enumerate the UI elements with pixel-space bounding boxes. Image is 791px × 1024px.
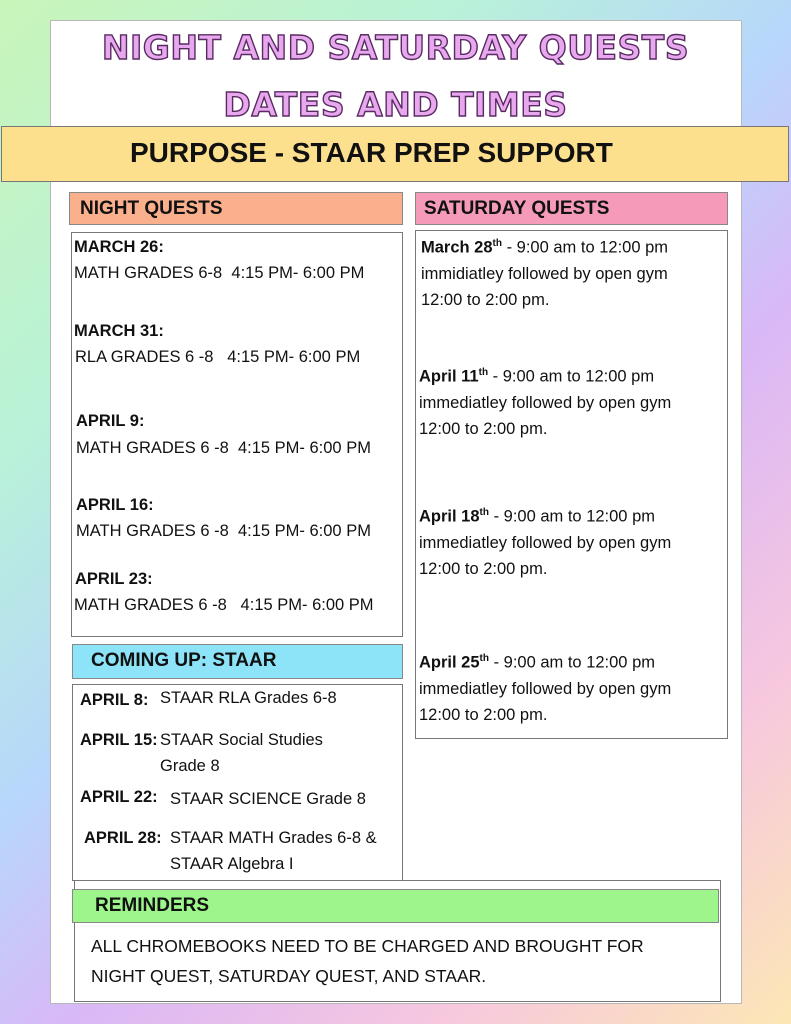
saturday-entry: April 11th - 9:00 am to 12:00 pm immediatley followed by open gym 12:00 to 2:00 pm. <box>419 367 672 438</box>
night-entry-date: MARCH 31: <box>74 322 164 340</box>
night-entry-detail: MATH GRADES 6-8 4:15 PM- 6:00 PM <box>74 264 365 282</box>
coming-up-header: COMING UP: STAAR <box>72 644 403 679</box>
reminders-header: REMINDERS <box>72 889 719 923</box>
night-entry-date: APRIL 16: <box>76 496 154 514</box>
reminders-line-1: ALL CHROMEBOOKS NEED TO BE CHARGED AND BROUGHT FOR <box>91 936 644 956</box>
saturday-entry: March 28th - 9:00 am to 12:00 pm immidiatley followed by open gym 12:00 to 2:00 pm. <box>421 238 669 309</box>
coming-up-date: APRIL 8: <box>80 691 149 709</box>
saturday-quests-list <box>415 230 728 739</box>
night-entry-detail: MATH GRADES 6 -8 4:15 PM- 6:00 PM <box>76 439 371 457</box>
coming-up-date: APRIL 15: <box>80 731 158 749</box>
saturday-entry: April 25th - 9:00 am to 12:00 pm immediatley followed by open gym 12:00 to 2:00 pm. <box>419 653 672 724</box>
title-line-2: DATES AND TIMES <box>223 85 568 124</box>
purpose-banner: PURPOSE - STAAR PREP SUPPORT <box>1 126 789 182</box>
reminders-text <box>91 931 721 991</box>
coming-up-test-line2: Grade 8 <box>160 757 220 775</box>
night-entry-detail: RLA GRADES 6 -8 4:15 PM- 6:00 PM <box>75 348 361 366</box>
night-entry-detail: MATH GRADES 6 -8 4:15 PM- 6:00 PM <box>74 596 374 614</box>
night-quests-list <box>71 232 403 637</box>
coming-up-test: STAAR MATH Grades 6-8 & <box>170 829 377 847</box>
coming-up-date: APRIL 28: <box>84 829 162 847</box>
saturday-quests-header: SATURDAY QUESTS <box>415 192 728 225</box>
night-entry-date: APRIL 23: <box>75 570 153 588</box>
title-line-1: NIGHT AND SATURDAY QUESTS <box>101 28 690 67</box>
night-quests-header: NIGHT QUESTS <box>69 192 403 225</box>
coming-up-test: STAAR RLA Grades 6-8 <box>160 689 337 707</box>
coming-up-test: STAAR SCIENCE Grade 8 <box>170 790 366 808</box>
coming-up-list <box>72 684 403 881</box>
coming-up-date: APRIL 22: <box>80 788 158 806</box>
saturday-entry: April 18th - 9:00 am to 12:00 pm immediatley followed by open gym 12:00 to 2:00 pm. <box>419 507 672 578</box>
reminders-line-2: NIGHT QUEST, SATURDAY QUEST, AND STAAR. <box>91 966 487 986</box>
night-entry-detail: MATH GRADES 6 -8 4:15 PM- 6:00 PM <box>76 522 371 540</box>
coming-up-test: STAAR Social Studies <box>160 731 323 749</box>
night-entry-date: MARCH 26: <box>74 238 164 256</box>
coming-up-test-line2: STAAR Algebra I <box>170 855 294 873</box>
night-entry-date: APRIL 9: <box>76 412 145 430</box>
